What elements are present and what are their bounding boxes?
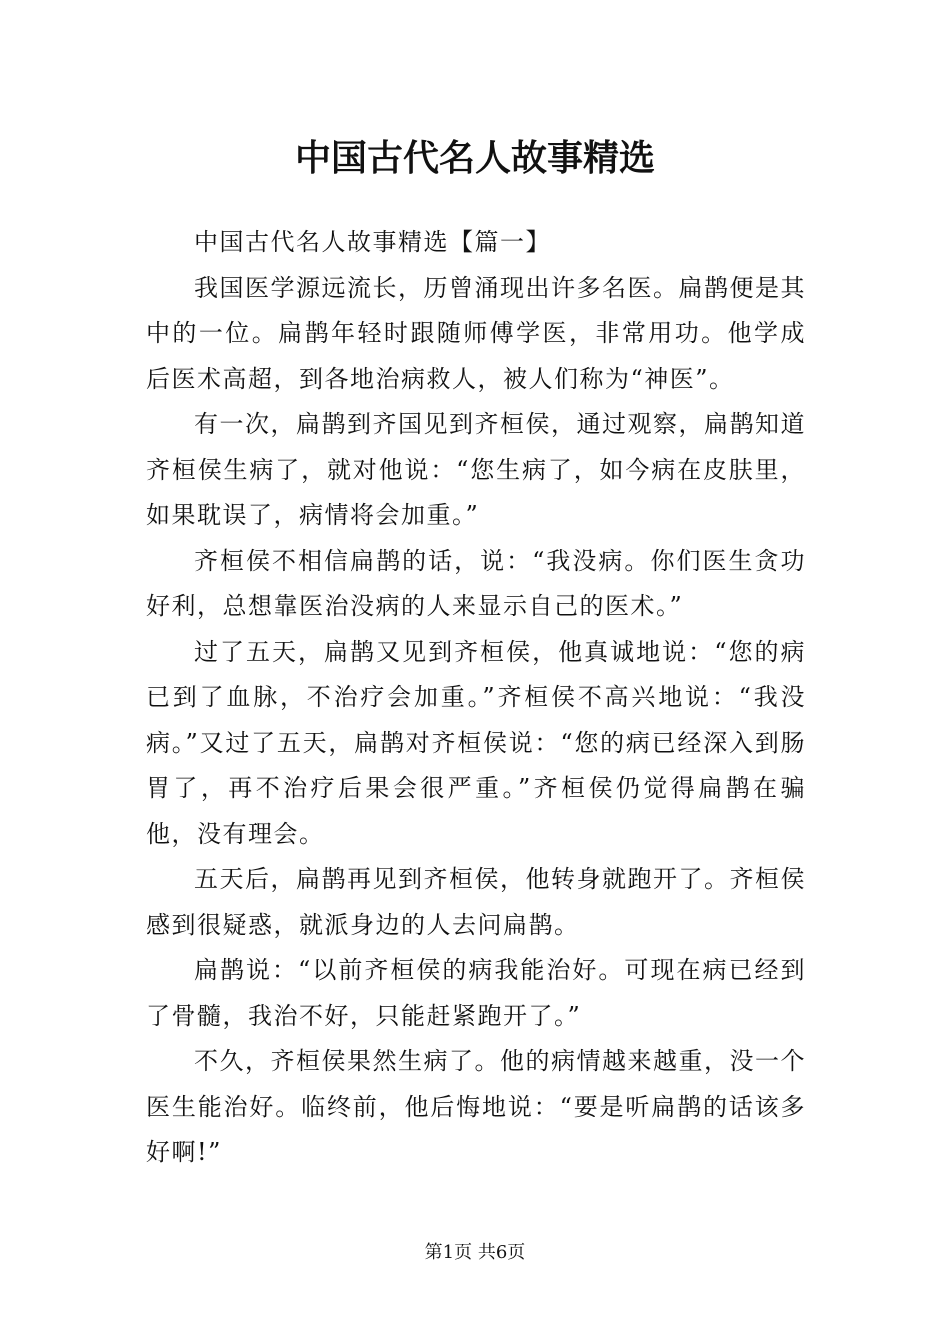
paragraph: 我国医学源远流长，历曾涌现出许多名医。扁鹊便是其中的一位。扁鹊年轻时跟随师傅学医，非常用功。他学成后医术高超，到各地治病救人，被人们称为“神医”。	[146, 273, 806, 393]
paragraph: 过了五天，扁鹊又见到齐桓侯，他真诚地说：“您的病已到了血脉，不治疗会加重。”齐桓侯不高兴地说：“我没病。”又过了五天，扁鹊对齐桓侯说：“您的病已经深入到肠胃了，再不治疗后果会很严重。”齐桓侯仍觉得扁鹊在骗他，没有理会。	[146, 637, 806, 848]
paragraph: 五天后，扁鹊再见到齐桓侯，他转身就跑开了。齐桓侯感到很疑惑，就派身边的人去问扁鹊。	[146, 865, 806, 939]
paragraph: 有一次，扁鹊到齐国见到齐桓侯，通过观察，扁鹊知道齐桓侯生病了，就对他说：“您生病了，如今病在皮肤里，如果耽误了，病情将会加重。”	[146, 410, 806, 529]
page-number-footer: 第1页 共6页	[424, 1242, 526, 1263]
document-body	[146, 220, 806, 1176]
paragraph: 扁鹊说：“以前齐桓侯的病我能治好。可现在病已经到了骨髓，我治不好，只能赶紧跑开了。”	[146, 956, 806, 1030]
section-heading: 中国古代名人故事精选【篇一】	[194, 228, 551, 256]
paragraph: 不久，齐桓侯果然生病了。他的病情越来越重，没一个医生能治好。临终前，他后悔地说：“要是听扁鹊的话该多好啊!”	[146, 1047, 806, 1166]
page-title: 中国古代名人故事精选	[294, 137, 655, 179]
paragraph: 齐桓侯不相信扁鹊的话，说：“我没病。你们医生贪功好利，总想靠医治没病的人来显示自己的医术。”	[146, 546, 806, 620]
